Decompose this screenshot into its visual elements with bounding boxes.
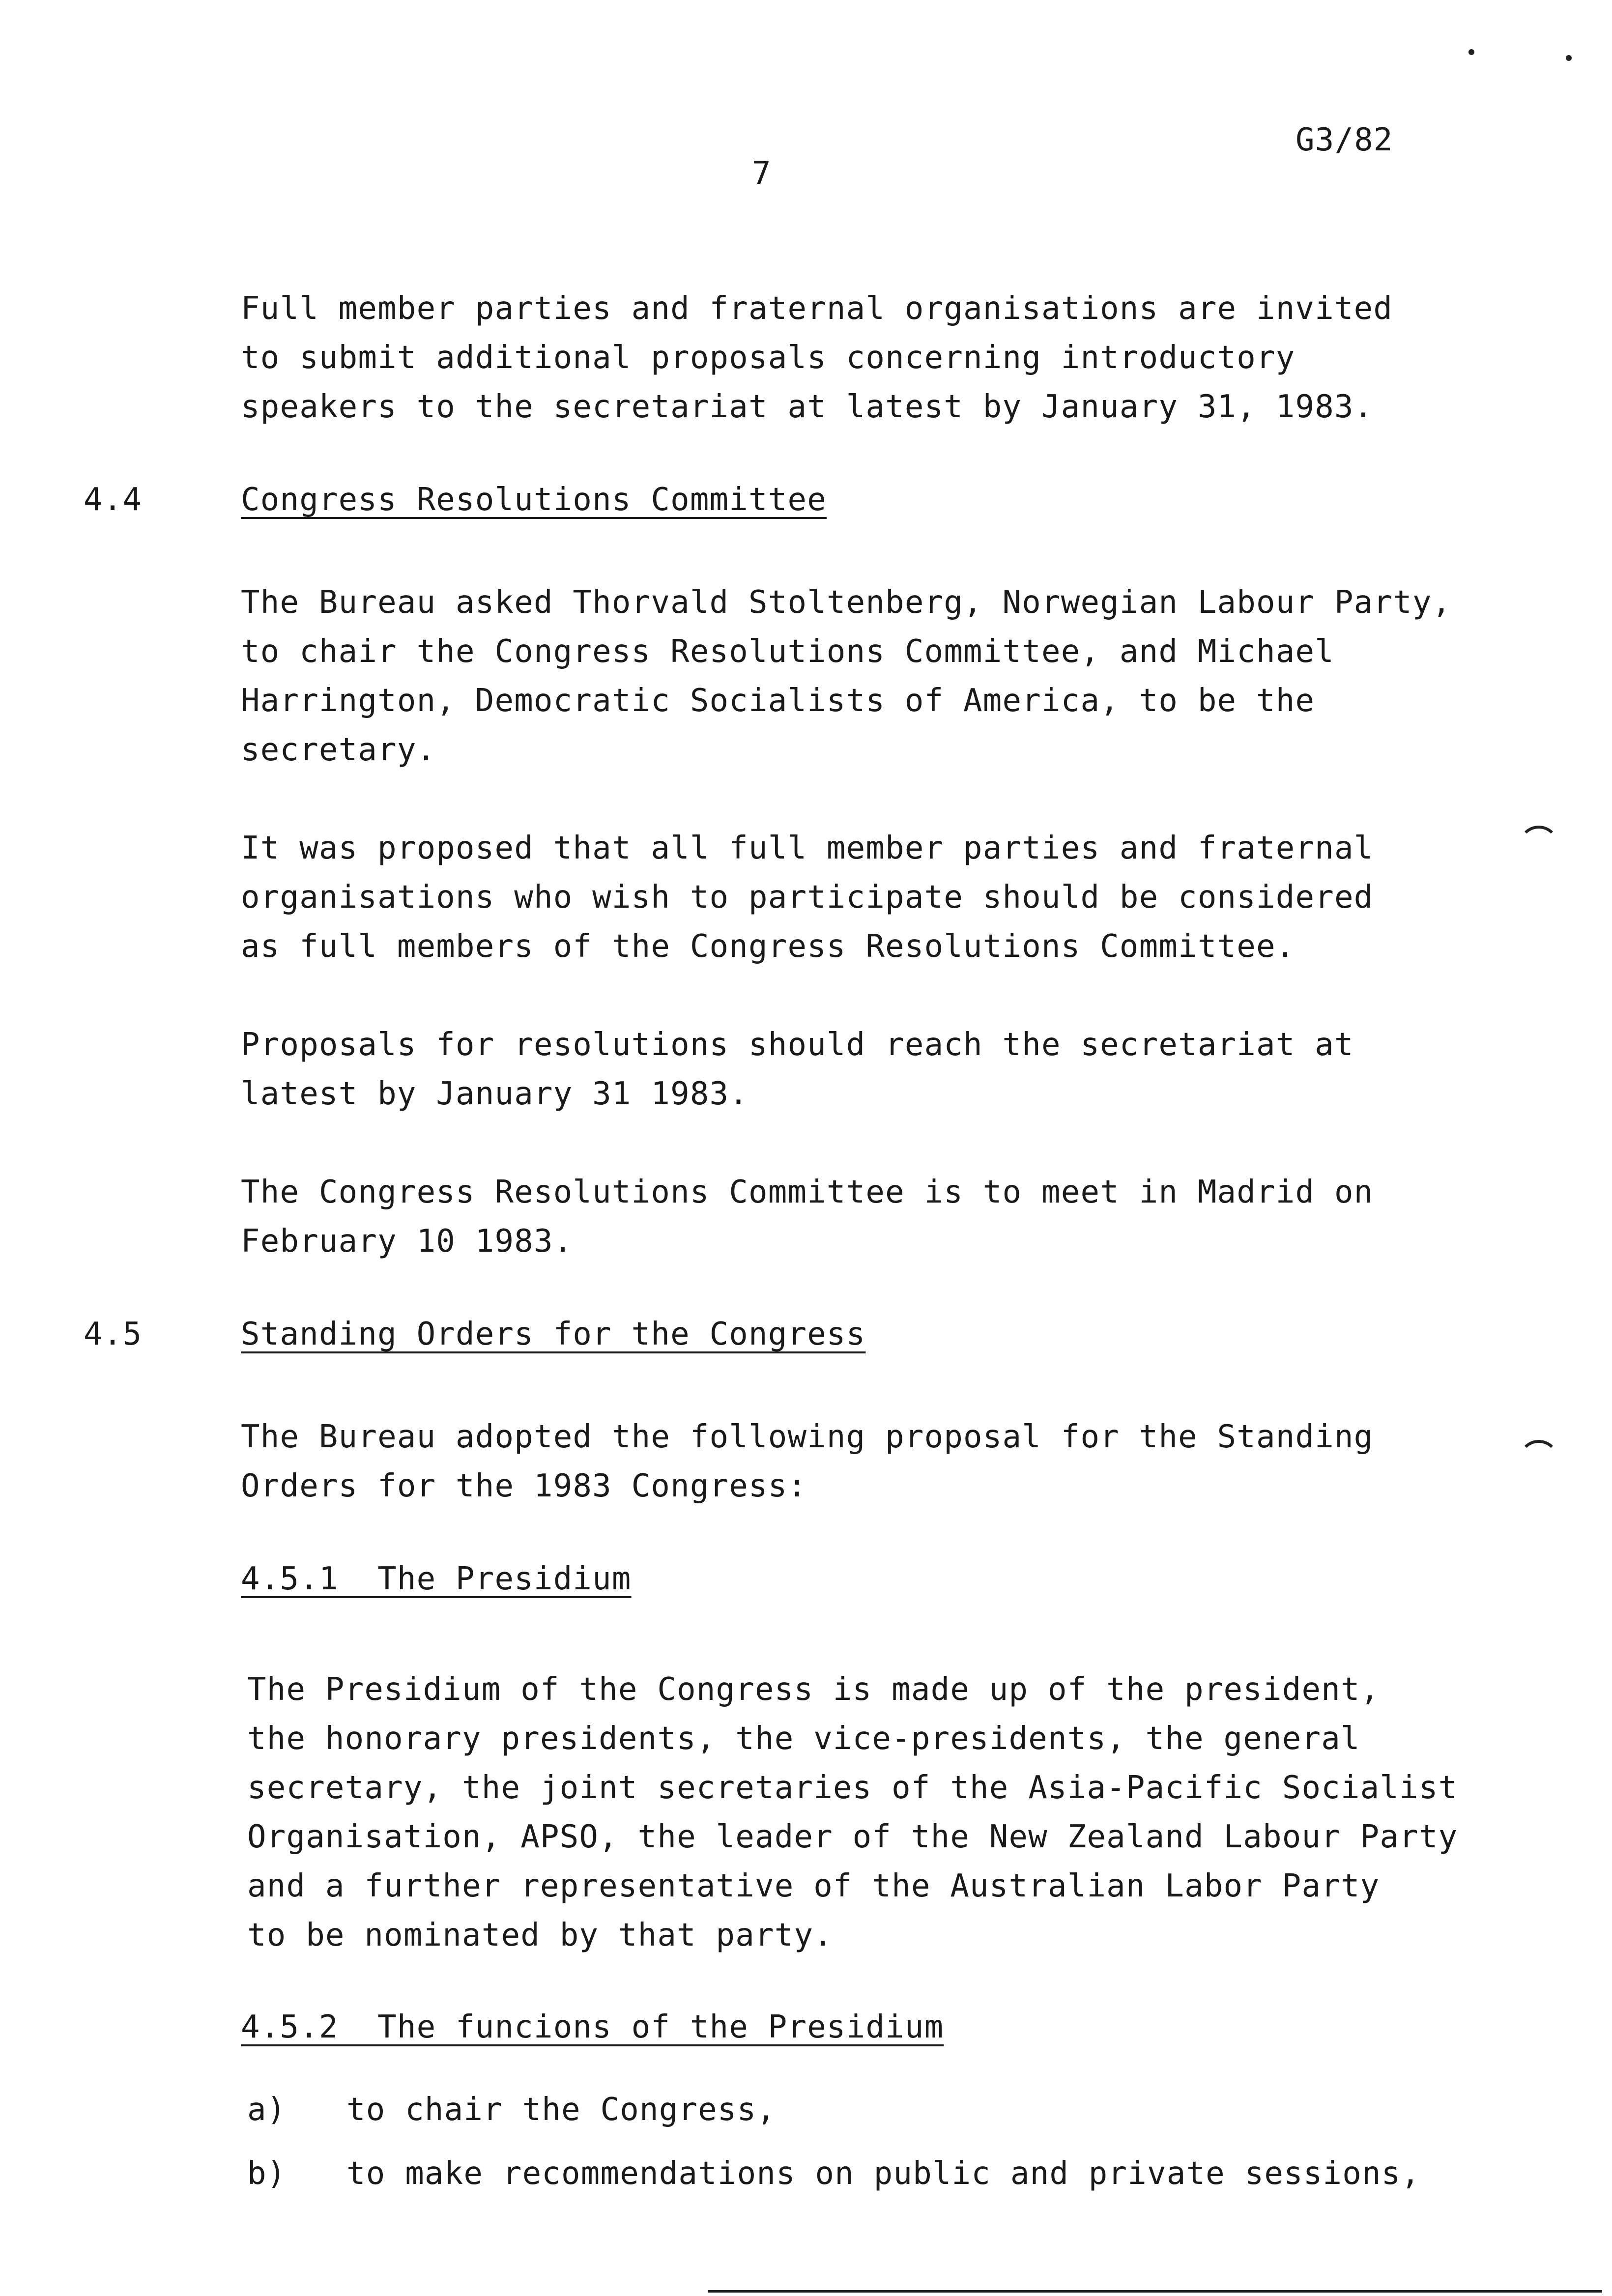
text-line: speakers to the secretariat at latest by January 31, 1983. bbox=[241, 389, 1374, 425]
scan-dot bbox=[1468, 49, 1474, 55]
list-item: to make recommendations on public and private sessions, bbox=[346, 2155, 1421, 2192]
text-line: It was proposed that all full member parties and fraternal bbox=[241, 830, 1374, 866]
text-line: February 10 1983. bbox=[241, 1223, 573, 1260]
page-number: 7 bbox=[752, 155, 772, 192]
section-number: 4.4 bbox=[84, 482, 143, 518]
section-title: Congress Resolutions Committee bbox=[241, 482, 827, 518]
text-line: Harrington, Democratic Socialists of America, to be the bbox=[241, 683, 1315, 719]
text-line: organisations who wish to participate should be considered bbox=[241, 879, 1374, 916]
subsection-title: 4.5.2 The funcions of the Presidium bbox=[241, 2009, 944, 2045]
list-item-letter: a) bbox=[247, 2092, 287, 2128]
margin-mark-icon bbox=[1519, 1440, 1559, 1480]
document-reference: G3/82 bbox=[1295, 122, 1393, 158]
page-edge-line bbox=[708, 2290, 1602, 2293]
section-number: 4.5 bbox=[84, 1316, 143, 1352]
subsection-title: 4.5.1 The Presidium bbox=[241, 1561, 632, 1597]
margin-mark-icon bbox=[1519, 826, 1559, 866]
text-line: to chair the Congress Resolutions Committee, and Michael bbox=[241, 633, 1334, 670]
paragraph bbox=[241, 1412, 1499, 1511]
text-line: Organisation, APSO, the leader of the New Zealand Labour Party bbox=[247, 1819, 1458, 1855]
intro-paragraph bbox=[241, 284, 1499, 431]
scan-dot bbox=[1566, 55, 1572, 61]
text-line: secretary. bbox=[241, 732, 436, 768]
paragraph bbox=[241, 1020, 1499, 1119]
text-line: Full member parties and fraternal organisations are invited bbox=[241, 290, 1393, 327]
list-item: to chair the Congress, bbox=[346, 2092, 777, 2128]
text-line: secretary, the joint secretaries of the Asia-Pacific Socialist bbox=[247, 1770, 1458, 1806]
text-line: The Congress Resolutions Committee is to meet in Madrid on bbox=[241, 1174, 1374, 1210]
paragraph bbox=[241, 824, 1499, 971]
text-line: Proposals for resolutions should reach the secretariat at bbox=[241, 1027, 1354, 1063]
text-line: Orders for the 1983 Congress: bbox=[241, 1468, 807, 1504]
paragraph bbox=[241, 578, 1499, 775]
text-line: to submit additional proposals concerning introductory bbox=[241, 340, 1295, 376]
list-item-letter: b) bbox=[247, 2155, 287, 2192]
text-line: and a further representative of the Australian Labor Party bbox=[247, 1868, 1380, 1904]
text-line: to be nominated by that party. bbox=[247, 1917, 833, 1953]
paragraph bbox=[241, 1168, 1499, 1266]
text-line: latest by January 31 1983. bbox=[241, 1076, 749, 1112]
text-line: The Bureau adopted the following proposal for the Standing bbox=[241, 1419, 1374, 1455]
text-line: The Presidium of the Congress is made up of the president, bbox=[247, 1671, 1380, 1708]
text-line: The Bureau asked Thorvald Stoltenberg, Norwegian Labour Party, bbox=[241, 584, 1452, 621]
paragraph bbox=[247, 1665, 1505, 1960]
text-line: as full members of the Congress Resolutions Committee. bbox=[241, 928, 1295, 965]
section-title: Standing Orders for the Congress bbox=[241, 1316, 866, 1352]
text-line: the honorary presidents, the vice-presidents, the general bbox=[247, 1721, 1360, 1757]
